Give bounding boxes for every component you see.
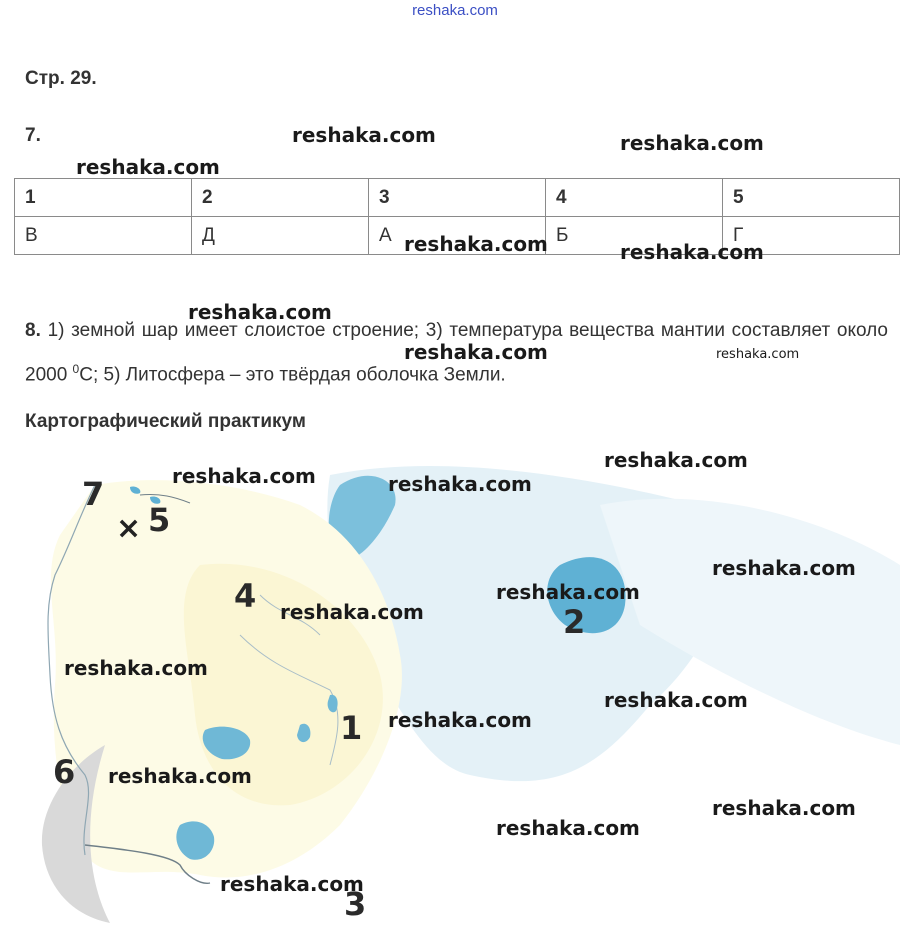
watermark: reshaka.com xyxy=(604,688,748,712)
task-7-number: 7. xyxy=(25,125,41,146)
table-header-cell: 2 xyxy=(192,179,369,217)
table-header-row xyxy=(15,179,900,217)
map-marker-x: × xyxy=(116,511,142,546)
watermark: reshaka.com xyxy=(620,131,764,155)
table-cell: А xyxy=(369,217,546,255)
task-8-text-end: С; 5) Литосфера – это твёрдая оболочка Земли. xyxy=(79,364,506,386)
watermark: reshaka.com xyxy=(496,816,640,840)
task-8-text: 1) земной шар имеет слоистое строение; 3) температура вещества мантии составляет около 2000 xyxy=(25,320,888,386)
table-header-cell: 5 xyxy=(723,179,900,217)
degree-superscript: 0 xyxy=(72,362,80,376)
table-header-cell: 3 xyxy=(369,179,546,217)
map-label-6: 6 xyxy=(53,753,76,791)
section-title: Картографический практикум xyxy=(25,411,306,432)
map-label-7: 7 xyxy=(82,475,105,513)
watermark: reshaka.com xyxy=(188,300,332,324)
map-label-2: 2 xyxy=(563,603,586,641)
map-label-3: 3 xyxy=(344,885,367,923)
watermark: reshaka.com xyxy=(712,796,856,820)
watermark: reshaka.com xyxy=(712,556,856,580)
page-heading: Стр. 29. xyxy=(25,68,97,89)
watermark: reshaka.com xyxy=(620,240,764,264)
watermark: reshaka.com xyxy=(388,472,532,496)
watermark: reshaka.com xyxy=(108,764,252,788)
watermark: reshaka.com xyxy=(404,340,548,364)
site-header-link[interactable]: reshaka.com xyxy=(412,2,498,19)
watermark: reshaka.com xyxy=(716,347,800,362)
watermark: reshaka.com xyxy=(388,708,532,732)
map-label-5: 5 xyxy=(148,501,171,539)
watermark: reshaka.com xyxy=(280,600,424,624)
watermark: reshaka.com xyxy=(292,123,436,147)
map-label-4: 4 xyxy=(234,577,257,615)
map-figure xyxy=(0,445,910,943)
table-header-cell: 4 xyxy=(546,179,723,217)
watermark: reshaka.com xyxy=(496,580,640,604)
table-cell: Г xyxy=(723,217,900,255)
table-cell: Д xyxy=(192,217,369,255)
table-cell: В xyxy=(15,217,192,255)
watermark: reshaka.com xyxy=(172,464,316,488)
watermark: reshaka.com xyxy=(220,872,364,896)
table-cell: Б xyxy=(546,217,723,255)
map-label-1: 1 xyxy=(340,709,363,747)
watermark: reshaka.com xyxy=(604,448,748,472)
watermark: reshaka.com xyxy=(64,656,208,680)
watermark: reshaka.com xyxy=(76,155,220,179)
task-8-number: 8. xyxy=(25,320,41,341)
watermark: reshaka.com xyxy=(404,232,548,256)
table-header-cell: 1 xyxy=(15,179,192,217)
